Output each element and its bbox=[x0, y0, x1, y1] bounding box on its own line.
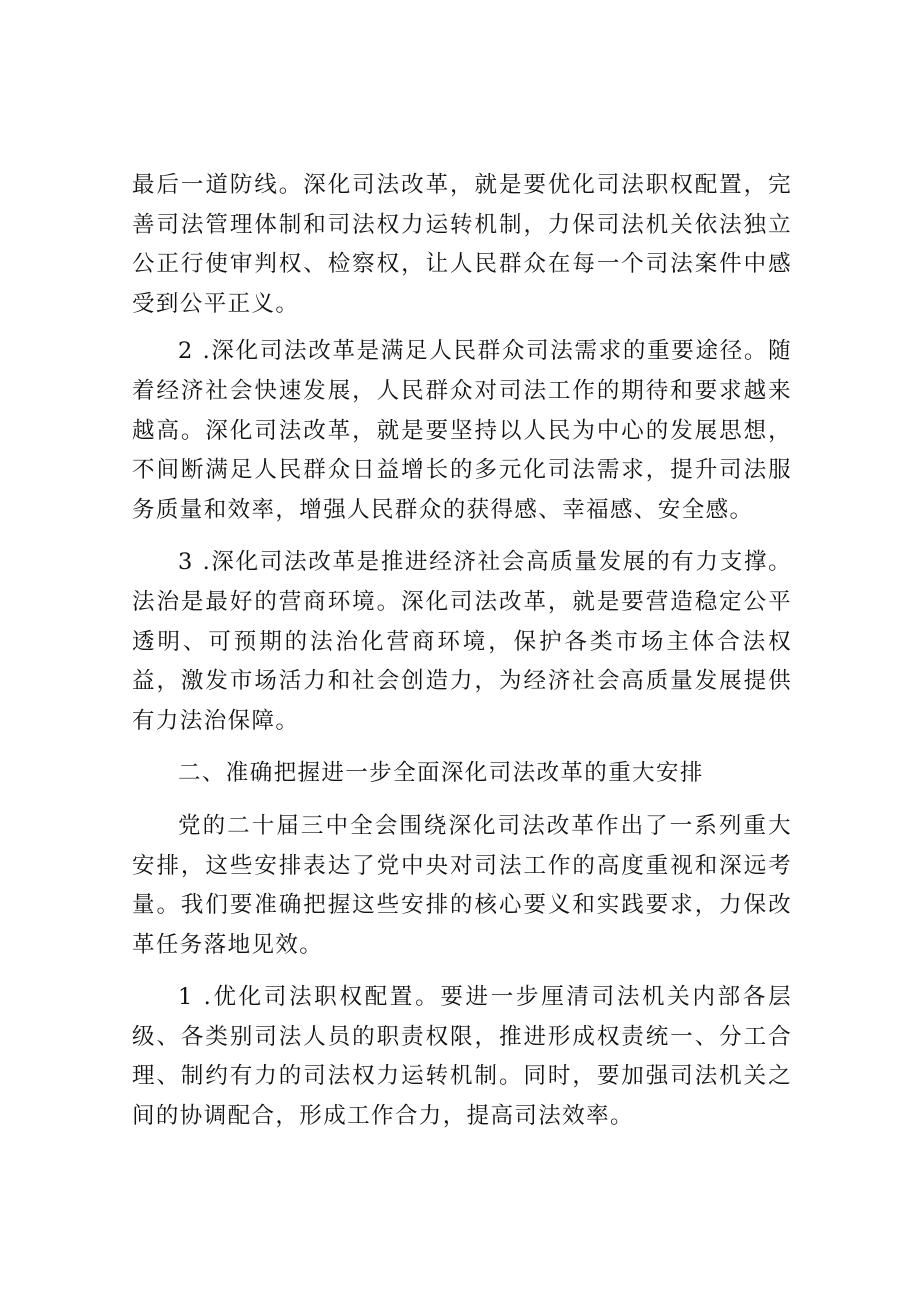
document-body bbox=[132, 166, 792, 1137]
paragraph-point-2: 2 .深化司法改革是满足人民群众司法需求的重要途径。随着经济社会快速发展，人民群众对司法工作的期待和要求越来越高。深化司法改革，就是要坚持以人民为中心的发展思想，不间断满足人民群众日益增长的多元化司法需求，提升司法服务质量和效率，增强人民群众的获得感、幸福感、安全感。 bbox=[132, 338, 792, 523]
paragraph-section-intro: 党的二十届三中全会围绕深化司法改革作出了一系列重大安排，这些安排表达了党中央对司法工作的高度重视和深远考量。我们要准确把握这些安排的核心要义和实践要求，力保改革任务落地见效。 bbox=[132, 812, 792, 958]
paragraph-continuation: 最后一道防线。深化司法改革，就是要优化司法职权配置，完善司法管理体制和司法权力运转机制，力保司法机关依法独立公正行使审判权、检察权，让人民群众在每一个司法案件中感受到公平正义。 bbox=[132, 172, 792, 317]
section-heading: 二、准确把握进一步全面深化司法改革的重大安排 bbox=[178, 760, 704, 787]
paragraph-section-point-1: 1 .优化司法职权配置。要进一步厘清司法机关内部各层级、各类别司法人员的职责权限，推进形成权责统一、分工合理、制约有力的司法权力运转机制。同时，要加强司法机关之间的协调配合，形成工作合力，提高司法效率。 bbox=[132, 984, 792, 1130]
paragraph-point-3: 3 .深化司法改革是推进经济社会高质量发展的有力支撑。法治是最好的营商环境。深化司法改革，就是要营造稳定公平透明、可预期的法治化营商环境，保护各类市场主体合法权益，激发市场活力和社会创造力，为经济社会高质量发展提供有力法治保障。 bbox=[132, 549, 792, 734]
